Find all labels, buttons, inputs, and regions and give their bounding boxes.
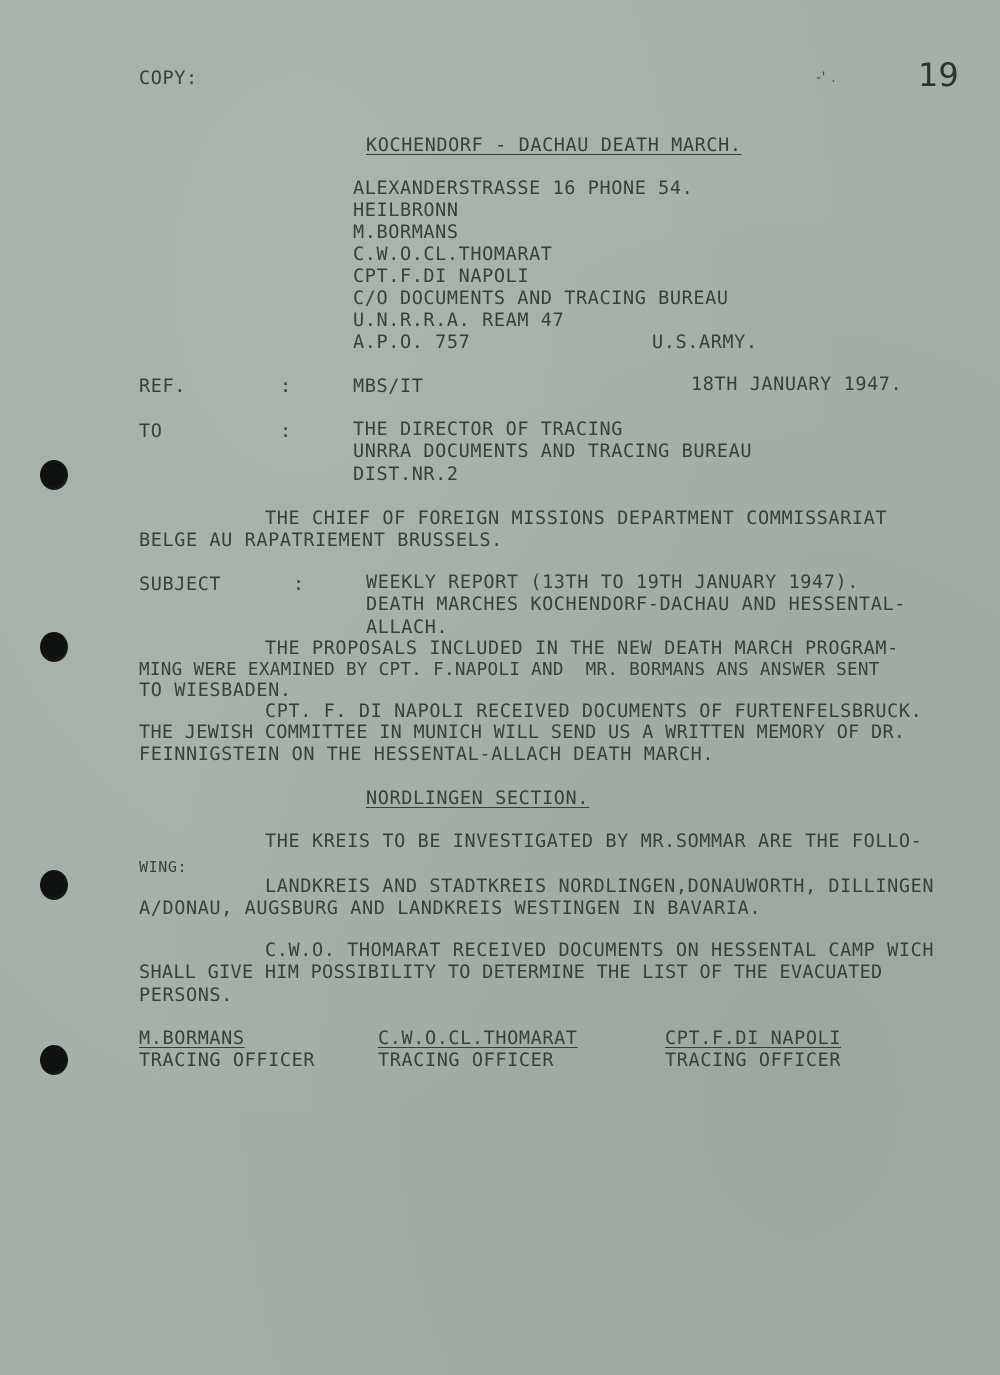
subject-label: SUBJECT: [139, 574, 222, 595]
subject-line: DEATH MARCHES KOCHENDORF-DACHAU AND HESSENTAL-: [366, 594, 906, 615]
corner-mark: -' .: [816, 70, 837, 86]
cc-line: THE CHIEF OF FOREIGN MISSIONS DEPARTMENT COMMISSARIAT: [265, 508, 888, 529]
to-separator: :: [280, 421, 292, 442]
body-line: THE PROPOSALS INCLUDED IN THE NEW DEATH MARCH PROGRAM-: [265, 638, 899, 659]
document-date: 18TH JANUARY 1947.: [691, 374, 903, 395]
signature-title: TRACING OFFICER: [378, 1050, 555, 1071]
punch-hole: [40, 870, 68, 900]
address-line: M.BORMANS: [353, 222, 459, 243]
signature-name: M.BORMANS: [139, 1028, 245, 1049]
page-number: 19: [918, 56, 959, 94]
recipient-line: UNRRA DOCUMENTS AND TRACING BUREAU: [353, 441, 753, 462]
body-line: THE KREIS TO BE INVESTIGATED BY MR.SOMMAR ARE THE FOLLO-: [265, 831, 923, 852]
ref-label: REF.: [139, 376, 186, 397]
apo-line: A.P.O. 757: [353, 332, 471, 353]
body-line: SHALL GIVE HIM POSSIBILITY TO DETERMINE THE LIST OF THE EVACUATED: [139, 962, 883, 983]
body-line: WING:: [139, 858, 188, 876]
body-line: CPT. F. DI NAPOLI RECEIVED DOCUMENTS OF FURTENFELSBRUCK.: [265, 701, 923, 722]
body-line: A/DONAU, AUGSBURG AND LANDKREIS WESTINGEN IN BAVARIA.: [139, 898, 762, 919]
army-line: U.S.ARMY.: [652, 332, 758, 353]
address-line: U.N.R.R.A. REAM 47: [353, 310, 565, 331]
body-line: TO WIESBADEN.: [139, 680, 292, 701]
recipient-line: DIST.NR.2: [353, 464, 459, 485]
recipient-line: THE DIRECTOR OF TRACING: [353, 419, 623, 440]
body-line: THE JEWISH COMMITTEE IN MUNICH WILL SEND US A WRITTEN MEMORY OF DR.: [139, 722, 906, 743]
body-line: C.W.O. THOMARAT RECEIVED DOCUMENTS ON HESSENTAL CAMP WICH: [265, 940, 935, 961]
subject-separator: :: [293, 574, 305, 595]
address-line: ALEXANDERSTRASSE 16 PHONE 54.: [353, 178, 694, 199]
body-line: MING WERE EXAMINED BY CPT. F.NAPOLI AND MR. BORMANS ANS ANSWER SENT: [139, 660, 880, 680]
signature-name: C.W.O.CL.THOMARAT: [378, 1028, 578, 1049]
address-line: C.W.O.CL.THOMARAT: [353, 244, 553, 265]
document-title: KOCHENDORF - DACHAU DEATH MARCH.: [366, 135, 742, 156]
punch-hole: [40, 460, 68, 490]
section-title: NORDLINGEN SECTION.: [366, 788, 590, 809]
copy-label: COPY:: [139, 68, 198, 89]
subject-line: WEEKLY REPORT (13TH TO 19TH JANUARY 1947).: [366, 572, 859, 593]
ref-separator: :: [280, 376, 292, 397]
subject-line: ALLACH.: [366, 617, 449, 638]
signature-title: TRACING OFFICER: [665, 1050, 842, 1071]
punch-hole: [40, 1045, 68, 1075]
body-line: LANDKREIS AND STADTKREIS NORDLINGEN,DONAUWORTH, DILLINGEN: [265, 876, 935, 897]
address-line: C/O DOCUMENTS AND TRACING BUREAU: [353, 288, 729, 309]
address-line: CPT.F.DI NAPOLI: [353, 266, 530, 287]
punch-hole: [40, 632, 68, 662]
ref-value: MBS/IT: [353, 376, 424, 397]
to-label: TO: [139, 421, 163, 442]
body-line: PERSONS.: [139, 985, 233, 1006]
cc-line: BELGE AU RAPATRIEMENT BRUSSELS.: [139, 530, 503, 551]
body-line: FEINNIGSTEIN ON THE HESSENTAL-ALLACH DEATH MARCH.: [139, 744, 715, 765]
address-line: HEILBRONN: [353, 200, 459, 221]
signature-name: CPT.F.DI NAPOLI: [665, 1028, 842, 1049]
signature-title: TRACING OFFICER: [139, 1050, 316, 1071]
